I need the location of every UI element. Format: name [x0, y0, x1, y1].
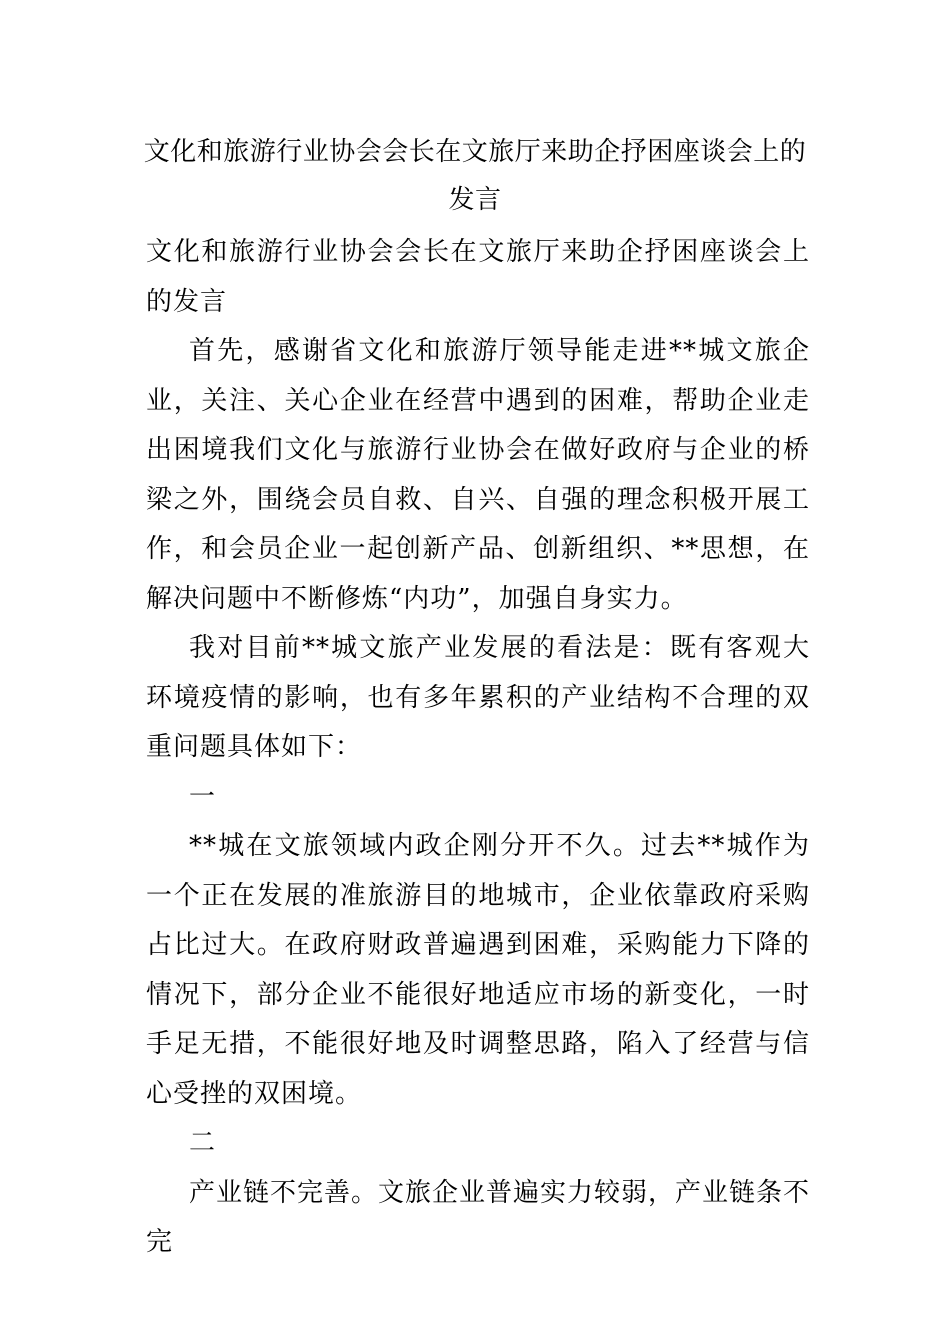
section-heading-one: 一: [189, 781, 217, 812]
document-subtitle: 文化和旅游行业协会会长在文旅厅来助企抒困座谈会上的发言: [146, 237, 810, 317]
paragraph-view: 我对目前**城文旅产业发展的看法是：既有客观大环境疫情的影响，也有多年累积的产业结构不合理的双重问题具体如下：: [146, 633, 810, 762]
paragraph-thanks: 首先，感谢省文化和旅游厅领导能走进**城文旅企业，关注、关心企业在经营中遇到的困难，帮助企业走出困境我们文化与旅游行业协会在做好政府与企业的桥梁之外，围绕会员自救、自兴、自强的理念积极开展工作，和会员企业一起创新产品、创新组织、**思想，在解决问题中不断修炼“内功”，加强自身实力。: [146, 336, 810, 614]
document-body: [146, 228, 810, 1268]
document-title: 文化和旅游行业协会会长在文旅厅来助企抒困座谈会上的发言: [143, 137, 807, 215]
section-heading-two: 二: [189, 1128, 217, 1158]
paragraph-section-two: 产业链不完善。文旅企业普遍实力较弱，产业链条不完: [146, 1177, 811, 1257]
paragraph-section-one: **城在文旅领域内政企刚分开不久。过去**城作为一个正在发展的准旅游目的地城市，企业依靠政府采购占比过大。在政府财政普遍遇到困难，采购能力下降的情况下，部分企业不能很好地适应市场的新变化，一时手足无措，不能很好地及时调整思路，陷入了经营与信心受挫的双困境。: [146, 831, 810, 1109]
